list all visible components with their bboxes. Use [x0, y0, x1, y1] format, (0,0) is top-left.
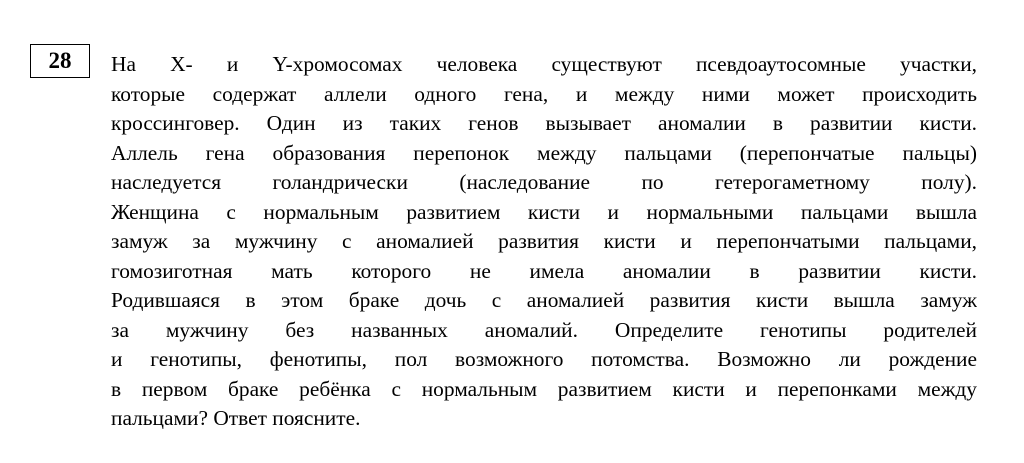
task-text-line: Женщина с нормальным развитием кисти и нормальными пальцами вышла — [111, 199, 977, 224]
task-text-line: в первом браке ребёнка с нормальным развитием кисти и перепонками между — [111, 376, 977, 401]
task-text-line: Родившаяся в этом браке дочь с аномалией развития кисти вышла замуж — [111, 288, 977, 312]
task-text-line: наследуется голандрически (наследование по гетерогаметному полу). — [111, 170, 977, 194]
task-text-line: Аллель гена образования перепонок между пальцами (перепончатые пальцы) — [111, 140, 977, 165]
task-number-box: 28 — [30, 44, 90, 78]
task-text-line: замуж за мужчину с аномалией развития кисти и перепончатыми пальцами, — [111, 229, 977, 253]
task-text-line: гомозиготная мать которого не имела аномалии в развитии кисти. — [111, 258, 977, 283]
task-text-line: пальцами? Ответ поясните. — [111, 406, 361, 430]
task-text-line: На X- и Y-хромосомах человека существуют псевдоаутосомные участки, — [111, 52, 977, 76]
task-text-line: за мужчину без названных аномалий. Определите генотипы родителей — [111, 317, 977, 342]
task-text-line: и генотипы, фенотипы, пол возможного потомства. Возможно ли рождение — [111, 347, 977, 371]
task-text — [111, 50, 977, 434]
task-text-line: которые содержат аллели одного гена, и между ними может происходить — [111, 81, 977, 106]
task-text-line: кроссинговер. Один из таких генов вызывает аномалии в развитии кисти. — [111, 111, 977, 135]
